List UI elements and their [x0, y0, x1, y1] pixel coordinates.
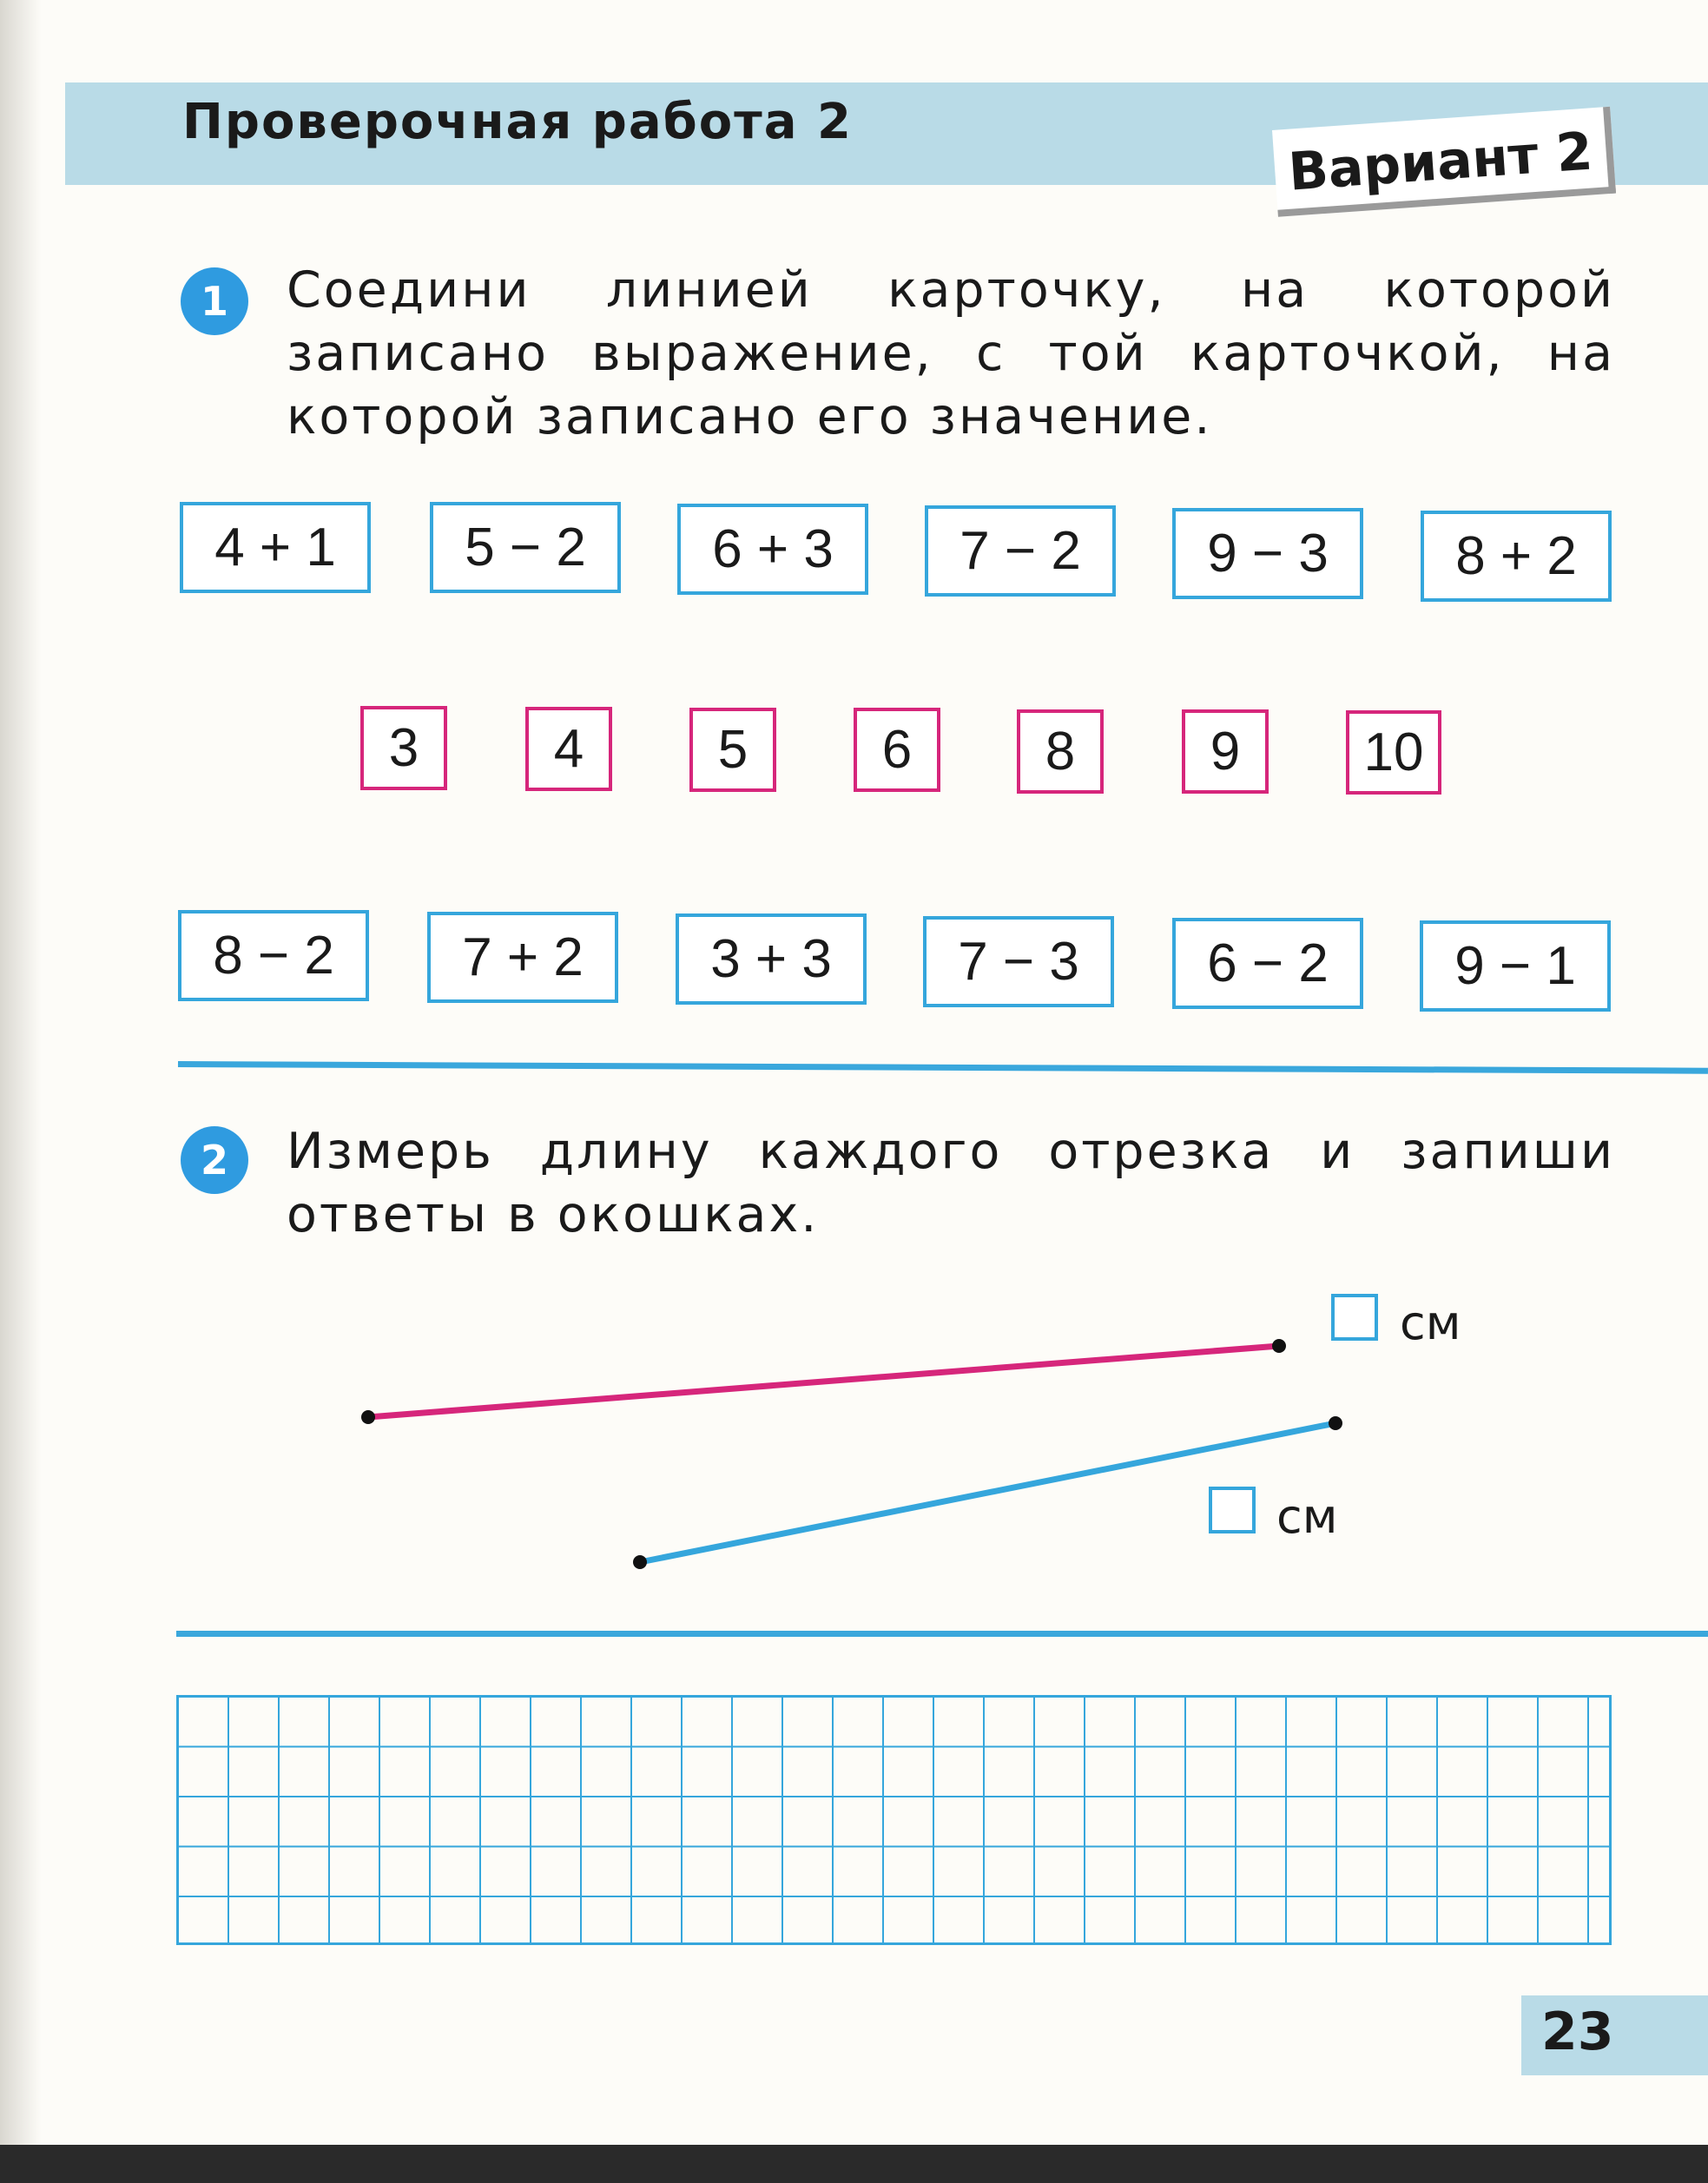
value-card[interactable]: 9	[1182, 709, 1269, 794]
answer-box-2[interactable]	[1209, 1487, 1256, 1533]
answer-grid[interactable]	[176, 1695, 1612, 1945]
segment-endpoint	[361, 1410, 375, 1424]
scan-bottom-edge	[0, 2145, 1708, 2183]
task-2-text: Измерь длину каждого отрезка и запиши ответы в окошках.	[287, 1123, 1615, 1243]
expression-card[interactable]: 8 + 2	[1421, 511, 1612, 602]
expression-card[interactable]: 7 − 3	[923, 916, 1114, 1007]
task-1-number: 1	[181, 267, 248, 335]
value-card[interactable]: 6	[854, 708, 940, 792]
unit-label-1: см	[1400, 1296, 1461, 1350]
expression-card[interactable]: 3 + 3	[676, 913, 867, 1005]
expression-card[interactable]: 5 − 2	[430, 502, 621, 593]
answer-box-1[interactable]	[1331, 1294, 1378, 1341]
segment-endpoint	[633, 1555, 647, 1569]
value-card[interactable]: 10	[1346, 710, 1441, 795]
value-card[interactable]: 5	[689, 708, 776, 792]
page-number: 23	[1541, 2002, 1614, 2062]
variant-tag: Вариант 2	[1272, 107, 1616, 217]
value-card[interactable]: 3	[360, 706, 447, 790]
task-2-number: 2	[181, 1126, 248, 1194]
page-title: Проверочная работа 2	[182, 94, 853, 150]
expression-card[interactable]: 7 − 2	[925, 505, 1116, 597]
expression-card[interactable]: 7 + 2	[427, 912, 618, 1003]
expression-card[interactable]: 8 − 2	[178, 910, 369, 1001]
unit-label-2: см	[1276, 1489, 1338, 1544]
expression-card[interactable]: 9 − 1	[1420, 920, 1611, 1012]
segment-endpoint	[1329, 1416, 1342, 1430]
expression-card[interactable]: 6 + 3	[677, 504, 868, 595]
value-card[interactable]: 4	[525, 707, 612, 791]
section-divider	[176, 1631, 1708, 1637]
segment-endpoint	[1272, 1339, 1286, 1353]
expression-card[interactable]: 4 + 1	[180, 502, 371, 593]
expression-card[interactable]: 9 − 3	[1172, 508, 1363, 599]
pink-segment	[368, 1346, 1279, 1417]
task-1-text: Соедини линией карточку, на которой записано выражение, с той карточкой, на которой записано его значение.	[287, 261, 1615, 445]
value-card[interactable]: 8	[1017, 709, 1104, 794]
expression-card[interactable]: 6 − 2	[1172, 918, 1363, 1009]
